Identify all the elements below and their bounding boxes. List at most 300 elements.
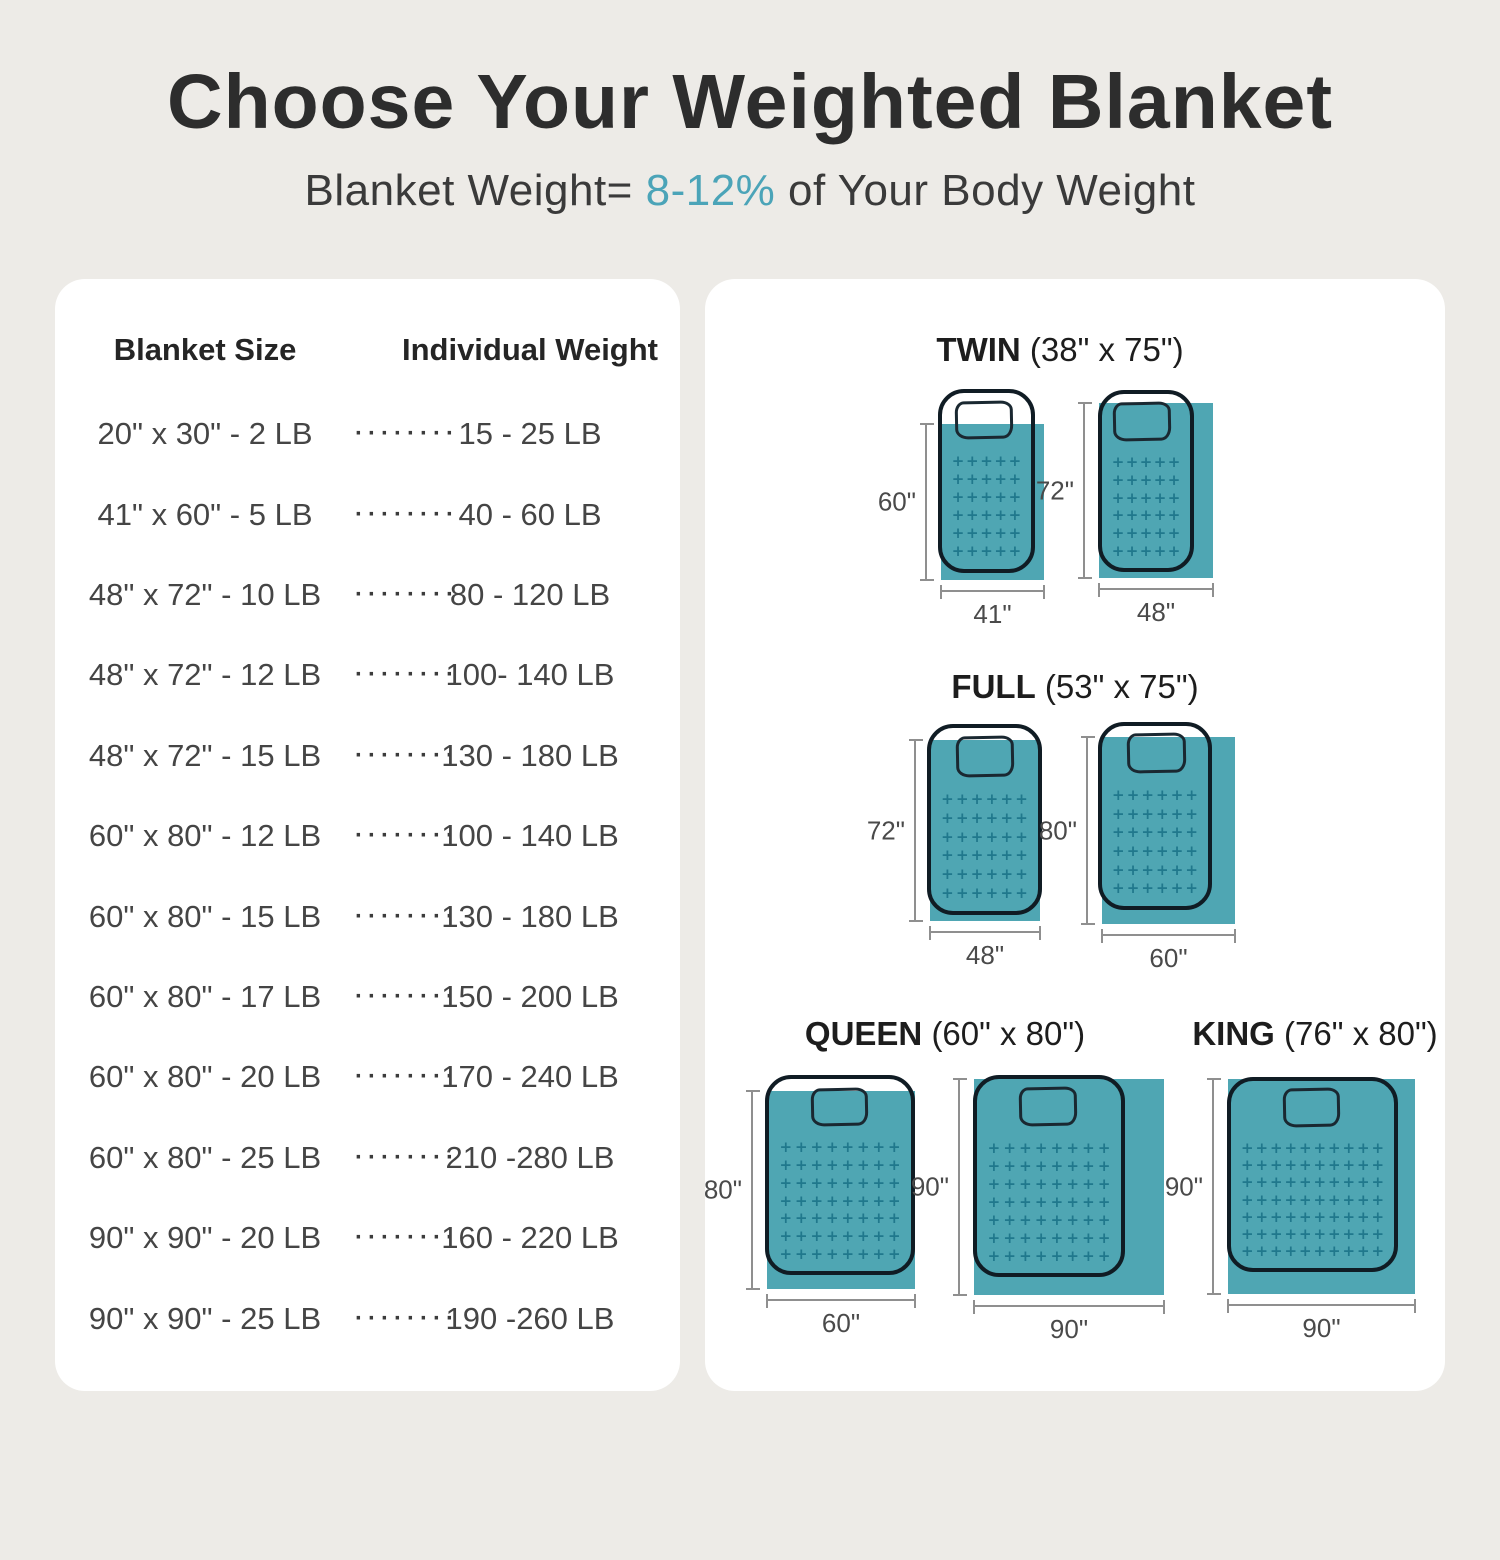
plus-stitch-icon: + — [1126, 860, 1140, 879]
dimension-width-label: 48" — [965, 940, 1005, 971]
plus-stitch-icon: + — [1097, 1192, 1111, 1211]
plus-stitch-icon: + — [872, 1156, 886, 1175]
plus-stitch-icon: + — [1255, 1224, 1269, 1243]
plus-stitch-icon: + — [810, 1191, 824, 1210]
plus-stitch-icon: + — [1327, 1190, 1341, 1209]
plus-stitch-icon: + — [1269, 1242, 1283, 1260]
section-dimensions: (76" x 80") — [1284, 1015, 1438, 1053]
size-chart-row — [55, 1198, 680, 1278]
plus-stitch-icon: + — [955, 789, 969, 808]
plus-stitch-icon: + — [985, 865, 999, 884]
plus-stitch-icon: + — [1082, 1192, 1095, 1211]
plus-stitch-icon: + — [1050, 1228, 1064, 1247]
plus-stitch-icon: + — [1284, 1207, 1298, 1226]
plus-stitch-icon: + — [1298, 1156, 1312, 1175]
plus-stitch-icon: + — [1185, 823, 1198, 842]
size-chart-row — [55, 796, 680, 876]
blanket-size-value: 48" x 72" - 12 LB — [88, 657, 322, 693]
plus-stitch-icon: + — [987, 1228, 1001, 1247]
column-header-blanket-size: Blanket Size — [113, 332, 297, 368]
plus-stitch-icon: + — [856, 1173, 870, 1192]
plus-stitch-icon: + — [779, 1156, 793, 1175]
plus-stitch-icon: + — [1141, 879, 1154, 898]
dimension-height-label: 80" — [703, 1174, 742, 1205]
plus-stitch-icon: + — [994, 451, 1007, 470]
dotted-separator: ········ — [355, 1224, 459, 1252]
dimension-height-label: 60" — [877, 486, 916, 517]
blanket-size-value: 90" x 90" - 25 LB — [88, 1300, 322, 1336]
plus-stitch-icon: + — [1342, 1224, 1356, 1243]
plus-stitch-icon: + — [1015, 846, 1028, 865]
plus-stitch-icon: + — [1240, 1224, 1254, 1243]
plus-stitch-icon: + — [1015, 865, 1028, 884]
plus-stitch-icon: + — [810, 1173, 824, 1192]
plus-stitch-icon: + — [1185, 841, 1198, 860]
plus-stitch-icon: + — [1050, 1174, 1064, 1193]
plus-stitch-icon: + — [1126, 804, 1140, 823]
plus-stitch-icon: + — [1313, 1156, 1327, 1175]
plus-stitch-icon: + — [825, 1227, 839, 1245]
plus-stitch-icon: + — [987, 1246, 1001, 1265]
plus-stitch-icon: + — [810, 1156, 824, 1175]
plus-stitch-icon: + — [1019, 1246, 1032, 1265]
plus-stitch-icon: + — [1111, 453, 1125, 472]
blanket-size-value: 60" x 80" - 12 LB — [88, 818, 322, 854]
plus-stitch-icon: + — [1170, 860, 1184, 879]
plus-stitch-icon: + — [825, 1173, 839, 1192]
plus-stitch-icon: + — [1185, 860, 1198, 879]
plus-stitch-icon: + — [887, 1209, 901, 1228]
blanket-size-value: 60" x 80" - 20 LB — [88, 1059, 322, 1095]
plus-stitch-icon: + — [1015, 789, 1028, 808]
plus-stitch-icon: + — [985, 808, 999, 827]
header — [0, 60, 1500, 215]
plus-stitch-icon: + — [779, 1173, 793, 1192]
plus-stitch-icon: + — [1082, 1246, 1095, 1265]
plus-stitch-icon: + — [1167, 524, 1181, 543]
plus-stitch-icon: + — [970, 884, 984, 903]
dimension-width-label: 90" — [1049, 1314, 1089, 1345]
plus-stitch-icon: + — [1111, 506, 1125, 525]
plus-stitch-icon: + — [841, 1244, 855, 1263]
plus-stitch-icon: + — [1269, 1190, 1283, 1209]
dotted-separator: ········ — [355, 1304, 459, 1332]
plus-stitch-icon: + — [1141, 804, 1154, 823]
plus-stitch-icon: + — [1371, 1207, 1385, 1226]
plus-stitch-icon: + — [1066, 1174, 1079, 1193]
dotted-separator: ········ — [355, 1063, 459, 1091]
plus-stitch-icon: + — [1284, 1242, 1298, 1260]
plus-stitch-icon: + — [994, 487, 1007, 506]
size-chart-body — [55, 394, 680, 1359]
plus-stitch-icon: + — [1356, 1173, 1370, 1192]
plus-stitch-icon: + — [1342, 1156, 1356, 1175]
plus-stitch-icon: + — [825, 1138, 839, 1157]
section-name: FULL — [951, 668, 1036, 706]
plus-stitch-icon: + — [966, 451, 979, 470]
plus-stitch-icon: + — [951, 469, 965, 488]
size-chart-row — [55, 1278, 680, 1358]
plus-stitch-icon: + — [1126, 785, 1140, 804]
size-chart-row — [55, 876, 680, 956]
plus-stitch-icon: + — [1284, 1173, 1298, 1192]
blanket-size-value: 90" x 90" - 20 LB — [88, 1220, 322, 1256]
plus-stitch-icon: + — [966, 542, 979, 561]
plus-stitch-icon: + — [1003, 1174, 1016, 1193]
plus-stitch-icon: + — [1342, 1173, 1356, 1192]
individual-weight-value: 100 - 140 LB — [441, 818, 619, 854]
plus-stitch-icon: + — [779, 1209, 793, 1228]
plus-stitch-icon: + — [841, 1156, 855, 1175]
plus-stitch-icon: + — [1008, 469, 1022, 488]
dimension-height-label: 72" — [866, 815, 905, 846]
plus-stitch-icon: + — [1015, 808, 1028, 827]
plus-stitch-icon: + — [810, 1138, 824, 1157]
plus-stitch-icon: + — [1008, 451, 1022, 470]
plus-stitch-icon: + — [994, 506, 1007, 525]
plus-stitch-icon: + — [1000, 884, 1014, 903]
size-chart-row — [55, 716, 680, 796]
plus-stitch-icon: + — [1097, 1138, 1111, 1157]
plus-stitch-icon: + — [1139, 506, 1153, 525]
plus-stitch-icon: + — [779, 1227, 793, 1245]
blanket-size-value: 60" x 80" - 17 LB — [88, 979, 322, 1014]
plus-stitch-icon: + — [1153, 506, 1167, 525]
dimension-width-label: 90" — [1302, 1313, 1341, 1344]
plus-stitch-icon: + — [941, 789, 954, 808]
plus-stitch-icon: + — [1008, 542, 1022, 561]
plus-stitch-icon: + — [1240, 1156, 1254, 1175]
section-name: KING — [1192, 1015, 1275, 1053]
plus-stitch-icon: + — [941, 827, 954, 846]
plus-stitch-icon: + — [1034, 1138, 1048, 1157]
plus-stitch-icon: + — [841, 1227, 855, 1245]
blanket-size-value: 60" x 80" - 25 LB — [88, 1139, 322, 1175]
plus-stitch-icon: + — [1153, 471, 1167, 490]
plus-stitch-icon: + — [825, 1156, 839, 1175]
plus-stitch-icon: + — [1298, 1224, 1312, 1243]
plus-stitch-icon: + — [1125, 506, 1139, 525]
dotted-separator: ········ — [355, 1143, 459, 1171]
plus-stitch-icon: + — [941, 884, 954, 903]
plus-stitch-icon: + — [872, 1138, 886, 1157]
plus-stitch-icon: + — [1313, 1224, 1327, 1243]
dotted-separator: ········ — [355, 902, 459, 930]
plus-stitch-icon: + — [1112, 804, 1125, 823]
dotted-separator: ········ — [355, 741, 459, 769]
plus-stitch-icon: + — [951, 542, 965, 561]
plus-stitch-icon: + — [1066, 1210, 1079, 1229]
plus-stitch-icon: + — [1019, 1210, 1032, 1229]
dimension-height-label: 72" — [1035, 475, 1074, 506]
plus-stitch-icon: + — [887, 1227, 901, 1245]
plus-stitch-icon: + — [1240, 1173, 1254, 1192]
plus-stitch-icon: + — [1034, 1210, 1048, 1229]
plus-stitch-icon: + — [1298, 1207, 1312, 1226]
plus-stitch-icon: + — [1327, 1224, 1341, 1243]
plus-stitch-icon: + — [1298, 1242, 1312, 1260]
dimension-width-label: 41" — [973, 599, 1012, 630]
plus-stitch-icon: + — [966, 506, 979, 525]
plus-stitch-icon: + — [987, 1174, 1001, 1193]
bed-diagrams-canvas — [705, 279, 1445, 1391]
bed-size-diagrams-card — [705, 279, 1445, 1391]
plus-stitch-icon: + — [1284, 1224, 1298, 1243]
plus-stitch-icon: + — [1126, 841, 1140, 860]
plus-stitch-icon: + — [1356, 1190, 1370, 1209]
plus-stitch-icon: + — [1112, 823, 1125, 842]
plus-stitch-icon: + — [887, 1138, 901, 1157]
individual-weight-value: 80 - 120 LB — [449, 577, 611, 613]
plus-stitch-icon: + — [985, 846, 999, 865]
section-dimensions: (60" x 80") — [931, 1015, 1086, 1053]
plus-stitch-icon: + — [1342, 1190, 1356, 1209]
plus-stitch-icon: + — [1082, 1156, 1095, 1175]
plus-stitch-icon: + — [970, 865, 984, 884]
plus-stitch-icon: + — [1097, 1156, 1111, 1175]
plus-stitch-icon: + — [1111, 488, 1125, 507]
column-header-individual-weight: Individual Weight — [401, 332, 659, 368]
plus-stitch-icon: + — [1269, 1173, 1283, 1192]
dotted-separator: ········ — [355, 661, 459, 689]
plus-stitch-icon: + — [1003, 1210, 1016, 1229]
plus-stitch-icon: + — [1156, 785, 1169, 804]
plus-stitch-icon: + — [1003, 1192, 1016, 1211]
plus-stitch-icon: + — [1327, 1242, 1341, 1260]
plus-stitch-icon: + — [980, 542, 993, 561]
plus-stitch-icon: + — [966, 487, 979, 506]
plus-stitch-icon: + — [856, 1191, 870, 1210]
plus-stitch-icon: + — [1019, 1192, 1032, 1211]
plus-stitch-icon: + — [1139, 541, 1153, 560]
plus-stitch-icon: + — [1167, 471, 1181, 490]
plus-stitch-icon: + — [1170, 879, 1184, 898]
plus-stitch-icon: + — [1066, 1192, 1079, 1211]
plus-stitch-icon: + — [1240, 1207, 1254, 1226]
plus-stitch-icon: + — [1050, 1138, 1064, 1157]
plus-stitch-icon: + — [1000, 789, 1014, 808]
section-dimensions: (38" x 75") — [1029, 331, 1184, 369]
plus-stitch-icon: + — [994, 469, 1007, 488]
plus-stitch-icon: + — [980, 451, 993, 470]
plus-stitch-icon: + — [1298, 1190, 1312, 1209]
plus-stitch-icon: + — [985, 789, 999, 808]
content — [55, 279, 1445, 1391]
plus-stitch-icon: + — [794, 1138, 808, 1157]
plus-stitch-icon: + — [841, 1138, 855, 1157]
plus-stitch-icon: + — [794, 1156, 808, 1175]
plus-stitch-icon: + — [1019, 1174, 1032, 1193]
blanket-size-value: 48" x 72" - 15 LB — [88, 737, 322, 773]
individual-weight-value: 170 - 240 LB — [441, 1059, 619, 1095]
plus-stitch-icon: + — [1139, 488, 1153, 507]
plus-stitch-icon: + — [1170, 804, 1184, 823]
individual-weight-value: 160 - 220 LB — [441, 1220, 619, 1256]
dotted-separator: ········ — [355, 500, 459, 528]
plus-stitch-icon: + — [1139, 453, 1153, 472]
section-dimensions: (53" x 75") — [1044, 668, 1199, 706]
plus-stitch-icon: + — [1066, 1156, 1079, 1175]
plus-stitch-icon: + — [955, 808, 969, 827]
page-subtitle — [0, 167, 1500, 215]
plus-stitch-icon: + — [1019, 1138, 1032, 1157]
plus-stitch-icon: + — [985, 827, 999, 846]
plus-stitch-icon: + — [1356, 1207, 1370, 1226]
plus-stitch-icon: + — [856, 1138, 870, 1157]
plus-stitch-icon: + — [887, 1244, 901, 1263]
size-chart-row — [55, 1118, 680, 1198]
plus-stitch-icon: + — [1003, 1228, 1016, 1247]
plus-stitch-icon: + — [1082, 1228, 1095, 1247]
dotted-separator: ········ — [355, 581, 459, 609]
height-dimension-line — [1212, 1079, 1214, 1294]
plus-stitch-icon: + — [1313, 1242, 1327, 1260]
plus-stitch-icon: + — [872, 1227, 886, 1245]
individual-weight-value: 130 - 180 LB — [441, 737, 619, 773]
plus-stitch-icon: + — [1342, 1207, 1356, 1226]
plus-stitch-icon: + — [1097, 1246, 1111, 1265]
plus-stitch-icon: + — [1126, 879, 1140, 898]
plus-stitch-icon: + — [872, 1209, 886, 1228]
dimension-width-label: 48" — [1136, 597, 1176, 628]
plus-stitch-icon: + — [1034, 1228, 1048, 1247]
plus-stitch-icon: + — [1066, 1246, 1079, 1265]
plus-stitch-icon: + — [1008, 506, 1022, 525]
plus-stitch-icon: + — [779, 1138, 793, 1157]
dimension-height-label: 80" — [1038, 815, 1077, 846]
dotted-separator: ········ — [355, 822, 459, 850]
plus-stitch-icon: + — [1240, 1190, 1254, 1209]
plus-stitch-icon: + — [887, 1156, 901, 1175]
plus-stitch-icon: + — [951, 506, 965, 525]
plus-stitch-icon: + — [1167, 453, 1181, 472]
plus-stitch-icon: + — [1170, 841, 1184, 860]
plus-stitch-icon: + — [1112, 879, 1125, 898]
plus-stitch-icon: + — [1255, 1173, 1269, 1192]
plus-stitch-icon: + — [994, 524, 1007, 543]
plus-stitch-icon: + — [1156, 823, 1169, 842]
individual-weight-value: 130 - 180 LB — [441, 898, 619, 934]
section-name: TWIN — [936, 331, 1021, 369]
plus-stitch-icon: + — [1170, 785, 1184, 804]
plus-stitch-icon: + — [1371, 1173, 1385, 1192]
plus-stitch-icon: + — [1298, 1139, 1312, 1158]
plus-stitch-icon: + — [810, 1227, 824, 1245]
pillow-icon — [1283, 1087, 1341, 1127]
plus-stitch-icon: + — [1141, 841, 1154, 860]
plus-stitch-icon: + — [1034, 1174, 1048, 1193]
plus-stitch-icon: + — [987, 1138, 1001, 1157]
plus-stitch-icon: + — [794, 1173, 808, 1192]
plus-stitch-icon: + — [980, 469, 993, 488]
plus-stitch-icon: + — [1141, 823, 1154, 842]
individual-weight-value: 15 - 25 LB — [458, 416, 602, 452]
plus-stitch-icon: + — [1112, 860, 1125, 879]
plus-stitch-icon: + — [1153, 524, 1167, 543]
plus-stitch-icon: + — [1371, 1190, 1385, 1209]
plus-stitch-icon: + — [1371, 1224, 1385, 1243]
blanket-size-value: 41" x 60" - 5 LB — [97, 496, 313, 532]
plus-stitch-icon: + — [841, 1191, 855, 1210]
plus-stitch-icon: + — [841, 1173, 855, 1192]
plus-stitch-icon: + — [1255, 1156, 1269, 1175]
plus-stitch-icon: + — [1153, 541, 1167, 560]
plus-stitch-icon: + — [980, 487, 993, 506]
plus-stitch-icon: + — [1034, 1192, 1048, 1211]
plus-stitch-icon: + — [1019, 1228, 1032, 1247]
plus-stitch-icon: + — [1125, 453, 1139, 472]
plus-stitch-icon: + — [1255, 1207, 1269, 1226]
plus-stitch-icon: + — [1000, 865, 1014, 884]
plus-stitch-icon: + — [1170, 823, 1184, 842]
dotted-separator: ········ — [355, 420, 459, 448]
plus-stitch-icon: + — [1125, 471, 1139, 490]
plus-stitch-icon: + — [779, 1244, 793, 1263]
plus-stitch-icon: + — [941, 846, 954, 865]
plus-stitch-icon: + — [994, 542, 1007, 561]
plus-stitch-icon: + — [1185, 785, 1198, 804]
plus-stitch-icon: + — [1356, 1139, 1370, 1158]
plus-stitch-icon: + — [1111, 471, 1125, 490]
plus-stitch-icon: + — [779, 1191, 793, 1210]
size-chart-row — [55, 957, 680, 1037]
plus-stitch-icon: + — [1156, 879, 1169, 898]
plus-stitch-icon: + — [955, 827, 969, 846]
plus-stitch-icon: + — [1167, 541, 1181, 560]
plus-stitch-icon: + — [1269, 1207, 1283, 1226]
plus-stitch-icon: + — [1015, 827, 1028, 846]
plus-stitch-icon: + — [856, 1209, 870, 1228]
plus-stitch-icon: + — [1050, 1246, 1064, 1265]
plus-stitch-icon: + — [1156, 841, 1169, 860]
individual-weight-value: 150 - 200 LB — [441, 979, 619, 1014]
dimension-width-label: 60" — [821, 1308, 861, 1339]
plus-stitch-icon: + — [1066, 1228, 1079, 1247]
plus-stitch-icon: + — [872, 1191, 886, 1210]
plus-stitch-icon: + — [955, 846, 969, 865]
plus-stitch-icon: + — [1298, 1173, 1312, 1192]
plus-stitch-icon: + — [1034, 1246, 1048, 1265]
plus-stitch-icon: + — [1003, 1138, 1016, 1157]
bed-diagram-king-90 — [705, 279, 1445, 1391]
size-chart-row — [55, 474, 680, 554]
plus-stitch-icon: + — [980, 524, 993, 543]
plus-stitch-icon: + — [1313, 1190, 1327, 1209]
subtitle-highlight: 8-12% — [645, 165, 776, 215]
plus-stitch-icon: + — [987, 1192, 1001, 1211]
plus-stitch-icon: + — [1141, 860, 1154, 879]
plus-stitch-icon: + — [941, 808, 954, 827]
plus-stitch-icon: + — [951, 487, 965, 506]
dimension-height-label: 90" — [1164, 1171, 1203, 1202]
plus-stitch-icon: + — [1371, 1242, 1385, 1260]
plus-stitch-icon: + — [1313, 1207, 1327, 1226]
plus-stitch-icon: + — [1313, 1173, 1327, 1192]
plus-stitch-icon: + — [1153, 453, 1167, 472]
plus-stitch-icon: + — [1342, 1242, 1356, 1260]
blanket-size-value: 48" x 72" - 10 LB — [88, 577, 322, 613]
plus-stitch-icon: + — [1356, 1224, 1370, 1243]
plus-stitch-icon: + — [1003, 1246, 1016, 1265]
plus-stitch-icon: + — [1034, 1156, 1048, 1175]
plus-stitch-icon: + — [1141, 785, 1154, 804]
plus-stitch-icon: + — [825, 1244, 839, 1263]
plus-stitch-icon: + — [951, 524, 965, 543]
plus-stitch-icon: + — [1356, 1242, 1370, 1260]
individual-weight-value: 40 - 60 LB — [458, 496, 602, 532]
dimension-width-label: 60" — [1149, 943, 1188, 974]
plus-stitch-icon: + — [1111, 524, 1125, 543]
